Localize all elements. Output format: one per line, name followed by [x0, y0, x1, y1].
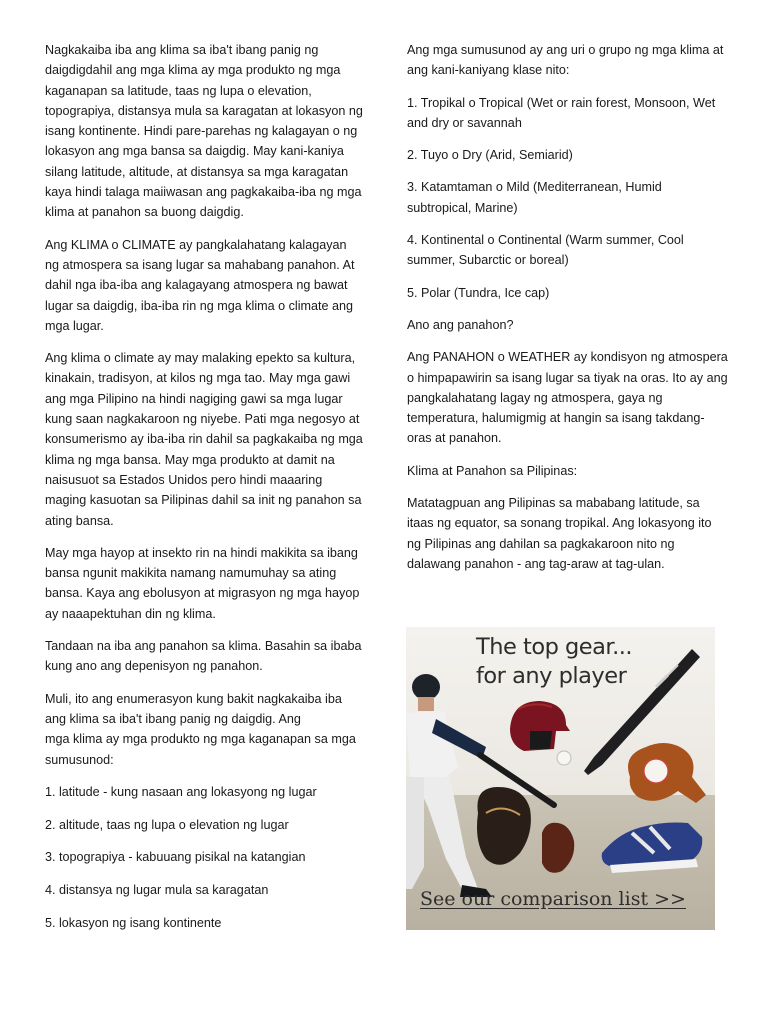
list-item: 5. lokasyon ng isang kontinente — [45, 915, 222, 930]
enumeration-line-a: Muli, ito ang enumerasyon kung bakit nagkakaiba iba ang klima sa iba't ibang panig ng daigdig. Ang — [45, 691, 342, 726]
ad-headline-line-2: for any player — [476, 663, 627, 689]
list-item: 3. topograpiya - kabuuang pisikal na katangian — [45, 850, 306, 865]
left-column — [45, 40, 363, 946]
enumeration-line-b: mga klima ay mga produkto ng mga kaganapan sa mga sumusunod: — [45, 732, 356, 767]
paragraph-climate-differences: Nagkakaiba iba ang klima sa iba't ibang panig ng daigdigdahil ang mga klima ay mga produkto ng mga kaganapan sa latitude, taas ng lupa o elevation, topograpiya, distansya mula sa karagatan at lokasyon ng isang kontinente. Hindi pare-parehas ng kalagayan o ng lokasyon ang mga bansa sa daigdig. May kani-kaniya silang latitude, altitude, at distansya sa mga karagatan kaya hindi talaga maiiwasan ang pagkakaiba-iba ng mga klima at panahon sa buong daigdig. — [45, 43, 363, 220]
ad-headline — [476, 633, 632, 691]
paragraph-philippines-climate: Matatagpuan ang Pilipinas sa mababang latitude, sa itaas ng equator, sa sonang tropikal. Ang lokasyong ito ng Pilipinas ang dahilan sa pagkakaroon nito ng dalawang panahon - ang tag-araw at tag-ulan. — [407, 496, 712, 571]
baseball-glove-icon — [628, 743, 706, 803]
advertisement-banner[interactable] — [406, 627, 715, 930]
paragraph-climate-effects: Ang klima o climate ay may malaking epekto sa kultura, kinakain, tradisyon, at kilos ng mga tao. May mga gawi ang mga Pilipino na hindi nagiging gawi sa mga lugar kung saan nagkakaroon ng niyebe. Pati mga negosyo at konsumerismo ay iba-iba rin dahil sa pagkakaiba ng mga klima ng mga bansa. May mga produkto at damit na naisusuot sa Estados Unidos pero hindi maaaring maging kasuotan sa Pilipinas dahil sa init ng panahon sa ating bansa. — [45, 351, 363, 528]
paragraph-climate-definition: Ang KLIMA o CLIMATE ay pangkalahatang kalagayan ng atmospera sa isang lugar sa mahabang panahon. At dahil nga iba-iba ang kalagayang atmospera ng bawat lugar sa daigdig, iba-iba rin ng mga klima o climate ang mga lugar. — [45, 237, 355, 333]
comparison-list-link[interactable]: See our comparison list >> — [420, 888, 686, 910]
climate-type-item: 3. Katamtaman o Mild (Mediterranean, Humid subtropical, Marine) — [407, 180, 662, 215]
paragraph-enumeration — [45, 689, 363, 770]
list-item: 2. altitude, taas ng lupa o elevation ng lugar — [45, 817, 289, 832]
climate-type-item: 1. Tropikal o Tropical (Wet or rain forest, Monsoon, Wet and dry or savannah — [407, 95, 716, 130]
section-heading-philippines: Klima at Panahon sa Pilipinas: — [407, 463, 578, 478]
climate-type-item: 5. Polar (Tundra, Ice cap) — [407, 285, 550, 300]
right-column — [407, 40, 729, 586]
paragraph-climate-types-intro: Ang mga sumusunod ay ang uri o grupo ng mga klima at ang kani-kaniyang klase nito: — [407, 43, 724, 78]
catchers-mitt-icon — [477, 787, 574, 873]
batting-helmet-icon — [510, 701, 570, 751]
ad-headline-line-1: The top gear... — [476, 634, 633, 660]
climate-type-item: 2. Tuyo o Dry (Arid, Semiarid) — [407, 148, 573, 163]
section-question: Ano ang panahon? — [407, 317, 514, 332]
paragraph-animals: May mga hayop at insekto rin na hindi makikita sa ibang bansa ngunit makikita namang namumuhay sa ating bansa. Kaya ang ebolusyon at migrasyon ng mga hayop ay naaapektuhan din ng klima. — [45, 545, 360, 621]
paragraph-weather-note: Tandaan na iba ang panahon sa klima. Basahin sa ibaba kung ano ang depenisyon ng panahon. — [45, 639, 362, 674]
cleat-shoe-icon — [602, 823, 703, 874]
baseball-icon — [557, 751, 571, 765]
list-item: 4. distansya ng lugar mula sa karagatan — [45, 883, 269, 898]
paragraph-weather-definition: Ang PANAHON o WEATHER ay kondisyon ng atmospera o himpapawirin sa isang lugar sa tiyak na oras. Ito ay ang pangkalahatang lagay ng atmospera, gaya ng temperatura, halumigmig at hangin sa isang takdang-oras at panahon. — [407, 350, 728, 446]
climate-type-item: 4. Kontinental o Continental (Warm summer, Cool summer, Subarctic or boreal) — [407, 233, 684, 268]
list-item: 1. latitude - kung nasaan ang lokasyong ng lugar — [45, 784, 317, 799]
